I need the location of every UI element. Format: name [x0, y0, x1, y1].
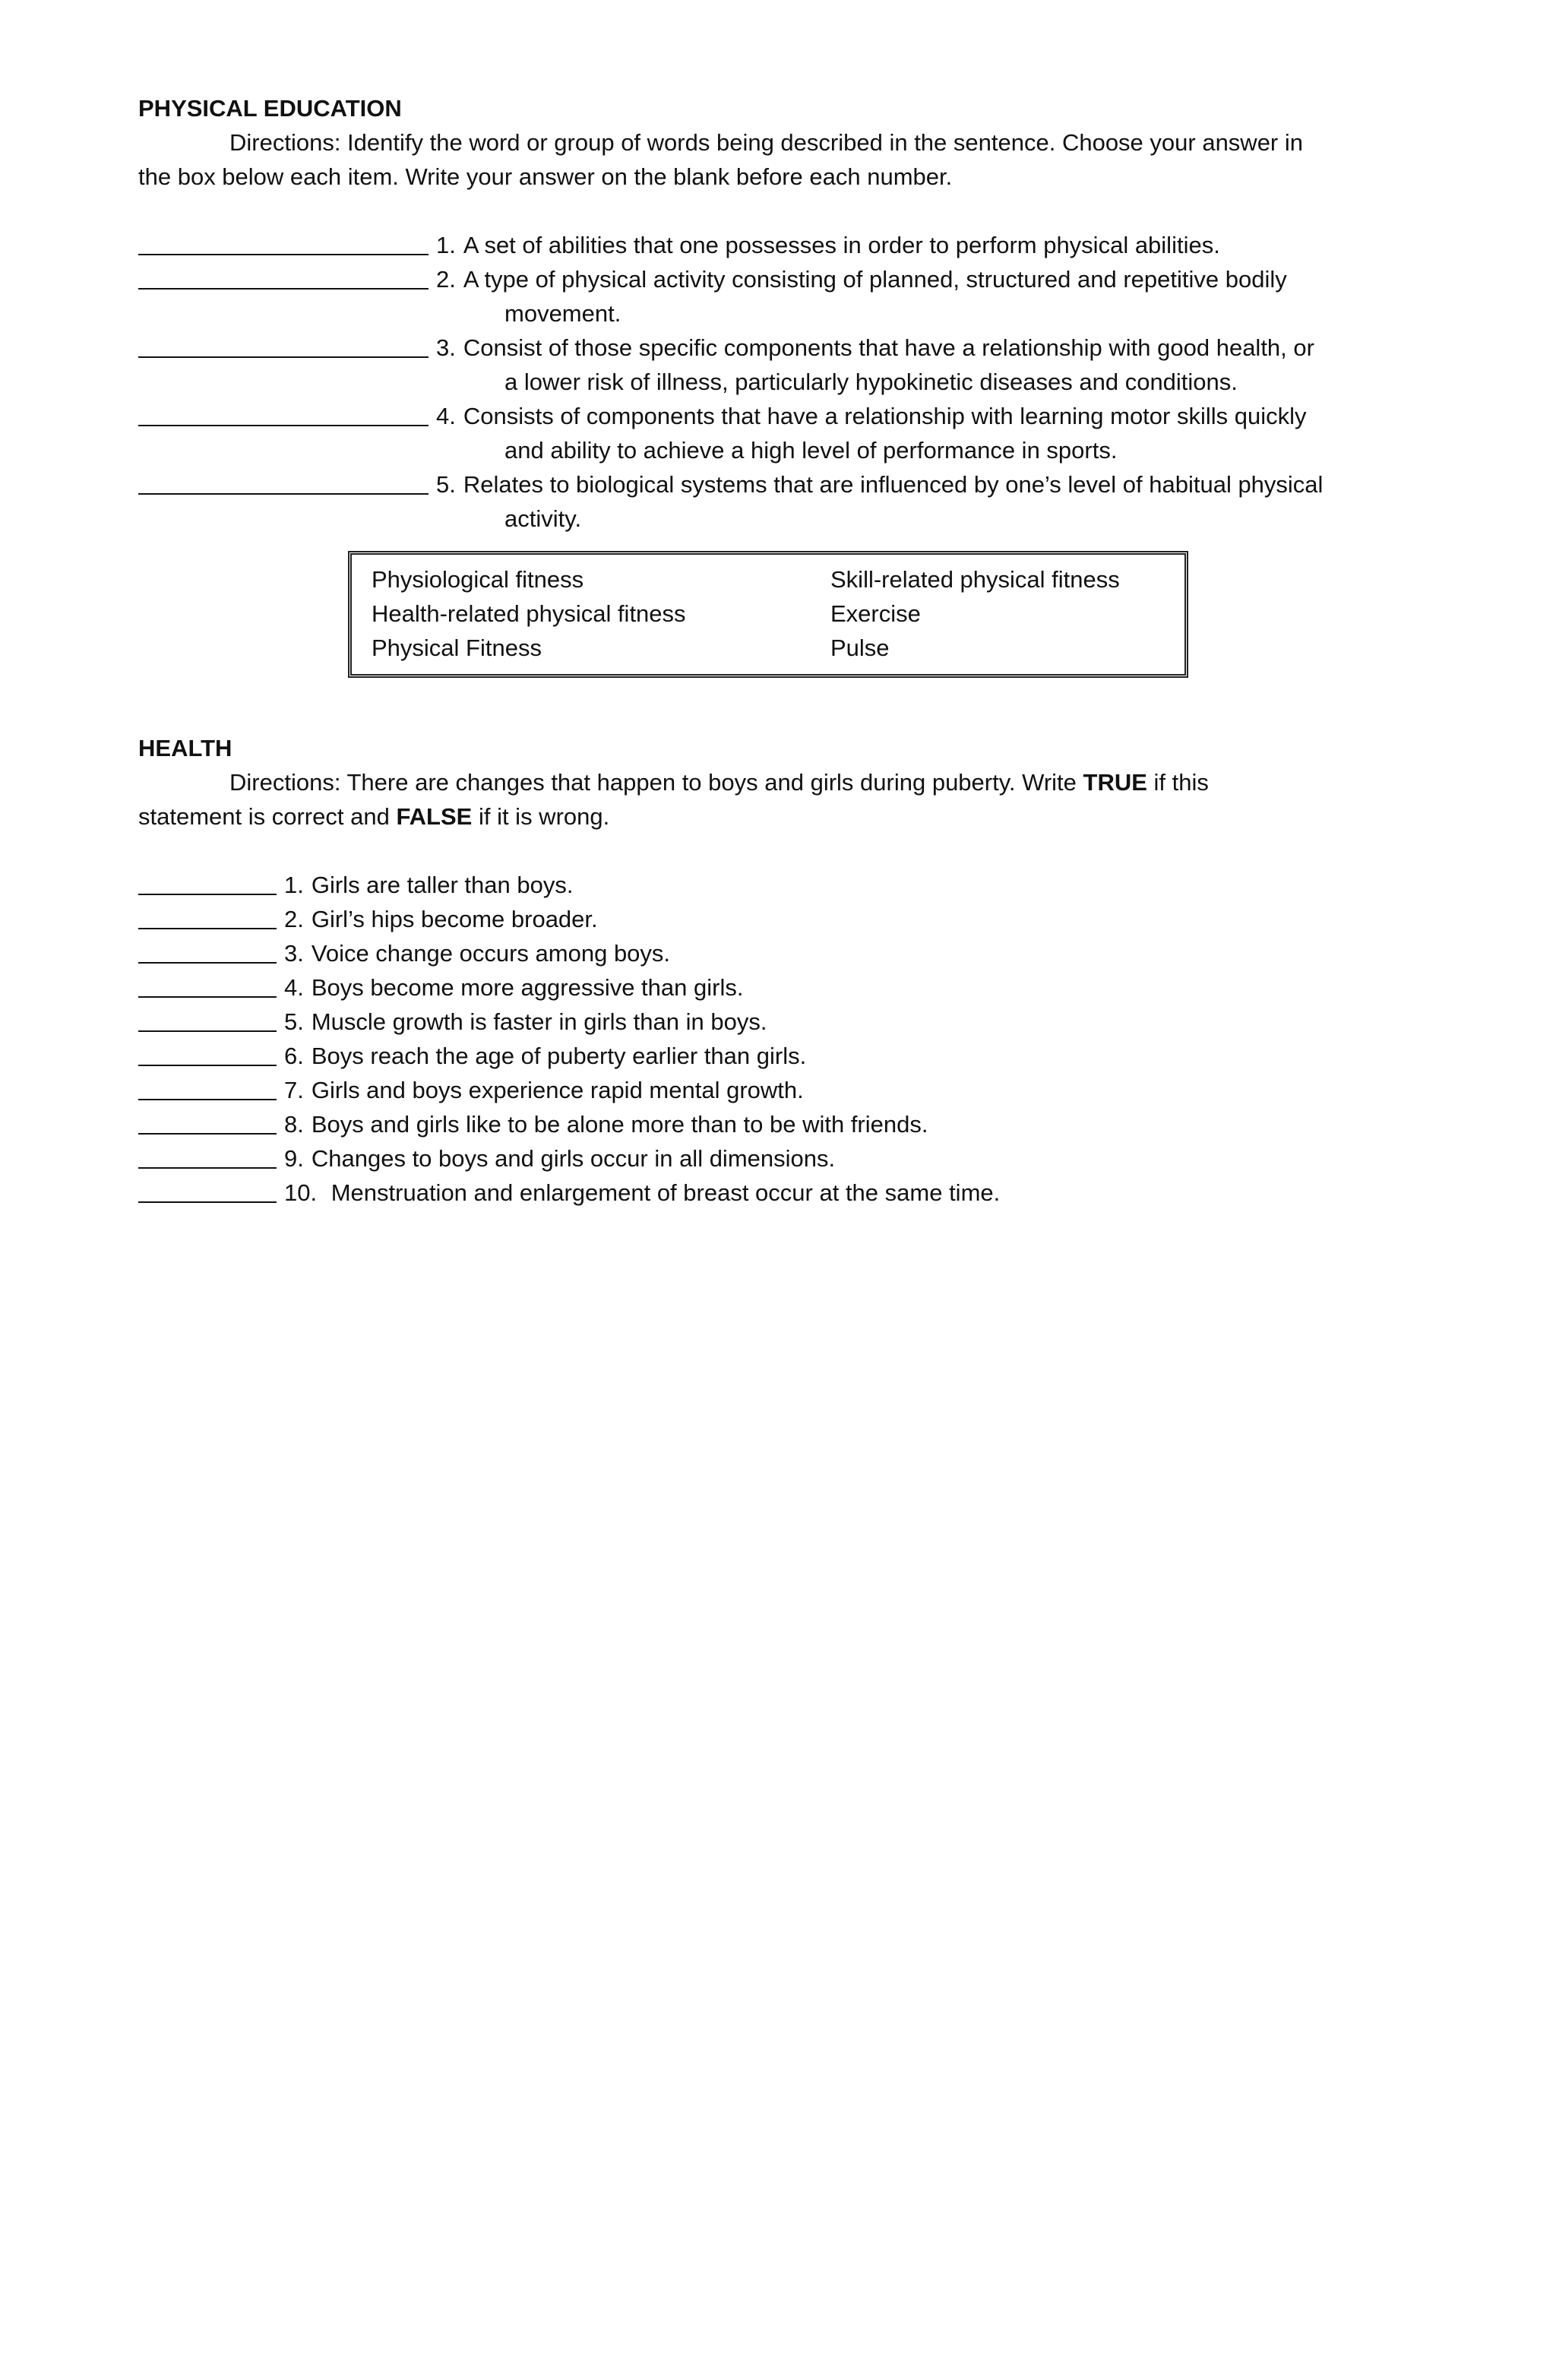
health-directions-line2 — [138, 799, 1430, 834]
answer-blank[interactable] — [138, 399, 429, 426]
item-text: Consists of components that have a relationship with learning motor skills quickly — [463, 403, 1307, 429]
item-number: 1. — [284, 872, 304, 898]
directions-text: if this — [1146, 769, 1209, 796]
health-item-9 — [138, 1141, 1430, 1176]
directions-text: if it is wrong. — [472, 803, 610, 830]
health-item-4 — [138, 970, 1430, 1005]
choice-option: Physical Fitness — [372, 635, 542, 661]
item-number: 8. — [284, 1111, 304, 1138]
pe-directions-line2: the box below each item. Write your answer on the blank before each number. — [138, 163, 953, 190]
item-text: Girls are taller than boys. — [311, 872, 574, 898]
health-item-8 — [138, 1107, 1430, 1141]
item-number: 3. — [284, 940, 304, 967]
answer-blank[interactable] — [138, 868, 277, 895]
health-item-2 — [138, 902, 1430, 936]
item-text: Changes to boys and girls occur in all dimensions. — [311, 1145, 836, 1172]
item-number: 2. — [436, 266, 456, 293]
health-item-3 — [138, 936, 1430, 970]
item-text: Muscle growth is faster in girls than in boys. — [311, 1008, 767, 1035]
health-item-list — [138, 868, 1430, 1210]
item-text: Girls and boys experience rapid mental growth. — [311, 1077, 804, 1103]
item-text: A set of abilities that one possesses in order to perform physical abilities. — [463, 232, 1220, 258]
pe-item-1 — [138, 228, 1430, 262]
health-item-7 — [138, 1073, 1430, 1107]
item-number: 9. — [284, 1145, 304, 1172]
answer-blank[interactable] — [138, 262, 429, 290]
item-text: Voice change occurs among boys. — [311, 940, 671, 967]
item-number: 4. — [436, 403, 456, 429]
item-number: 7. — [284, 1077, 304, 1103]
item-text: Menstruation and enlargement of breast occur at the same time. — [324, 1179, 1001, 1206]
answer-blank[interactable] — [138, 1073, 277, 1100]
health-heading: HEALTH — [138, 735, 232, 761]
answer-blank[interactable] — [138, 970, 277, 998]
item-text: Boys become more aggressive than girls. — [311, 974, 744, 1001]
health-item-6 — [138, 1039, 1430, 1073]
choice-option: Skill-related physical fitness — [830, 566, 1120, 593]
false-keyword: FALSE — [396, 803, 473, 830]
health-item-1 — [138, 868, 1430, 902]
health-item-5 — [138, 1005, 1430, 1039]
answer-blank[interactable] — [138, 1176, 277, 1203]
worksheet-page — [138, 91, 1430, 1210]
item-number: 5. — [436, 471, 456, 498]
pe-item-4 — [138, 399, 1430, 433]
item-number: 2. — [284, 906, 304, 932]
item-number: 4. — [284, 974, 304, 1001]
choice-option: Health-related physical fitness — [372, 600, 686, 627]
health-item-10 — [138, 1176, 1430, 1210]
answer-blank[interactable] — [138, 902, 277, 929]
answer-blank[interactable] — [138, 1141, 277, 1169]
directions-text: statement is correct and — [138, 803, 397, 830]
item-number: 10. — [284, 1179, 318, 1206]
answer-blank[interactable] — [138, 1005, 277, 1032]
item-text: Boys and girls like to be alone more than to be with friends. — [311, 1111, 928, 1138]
item-text: A type of physical activity consisting of planned, structured and repetitive bodily — [463, 266, 1287, 293]
answer-choices-box — [348, 551, 1188, 678]
item-text-continued: and ability to achieve a high level of performance in sports. — [504, 437, 1118, 464]
answer-blank[interactable] — [138, 1107, 277, 1135]
item-text: Relates to biological systems that are influenced by one’s level of habitual physical — [463, 471, 1324, 498]
item-text-continued: movement. — [504, 300, 621, 327]
pe-heading: PHYSICAL EDUCATION — [138, 95, 402, 122]
answer-blank[interactable] — [138, 467, 429, 495]
pe-item-5 — [138, 467, 1430, 502]
pe-directions-line1: Directions: Identify the word or group of words being described in the sentence. Choose your answer in — [229, 129, 1303, 156]
choice-option: Exercise — [830, 600, 921, 627]
answer-blank[interactable] — [138, 936, 277, 964]
answer-blank[interactable] — [138, 228, 429, 255]
item-text: Boys reach the age of puberty earlier than girls. — [311, 1043, 807, 1069]
answer-blank[interactable] — [138, 331, 429, 358]
item-text: Consist of those specific components that have a relationship with good health, or — [463, 334, 1314, 361]
true-keyword: TRUE — [1083, 769, 1147, 796]
item-number: 1. — [436, 232, 456, 258]
pe-item-list — [138, 228, 1430, 536]
health-directions-line1 — [138, 765, 1430, 799]
pe-item-3 — [138, 331, 1430, 365]
answer-blank[interactable] — [138, 1039, 277, 1066]
item-number: 3. — [436, 334, 456, 361]
item-number: 6. — [284, 1043, 304, 1069]
item-number: 5. — [284, 1008, 304, 1035]
item-text-continued: a lower risk of illness, particularly hypokinetic diseases and conditions. — [504, 369, 1238, 395]
directions-text: Directions: There are changes that happen to boys and girls during puberty. Write — [229, 769, 1083, 796]
choice-option: Pulse — [830, 635, 890, 661]
item-text-continued: activity. — [504, 505, 582, 532]
choice-option: Physiological fitness — [372, 566, 584, 593]
pe-item-2 — [138, 262, 1430, 296]
item-text: Girl’s hips become broader. — [311, 906, 598, 932]
